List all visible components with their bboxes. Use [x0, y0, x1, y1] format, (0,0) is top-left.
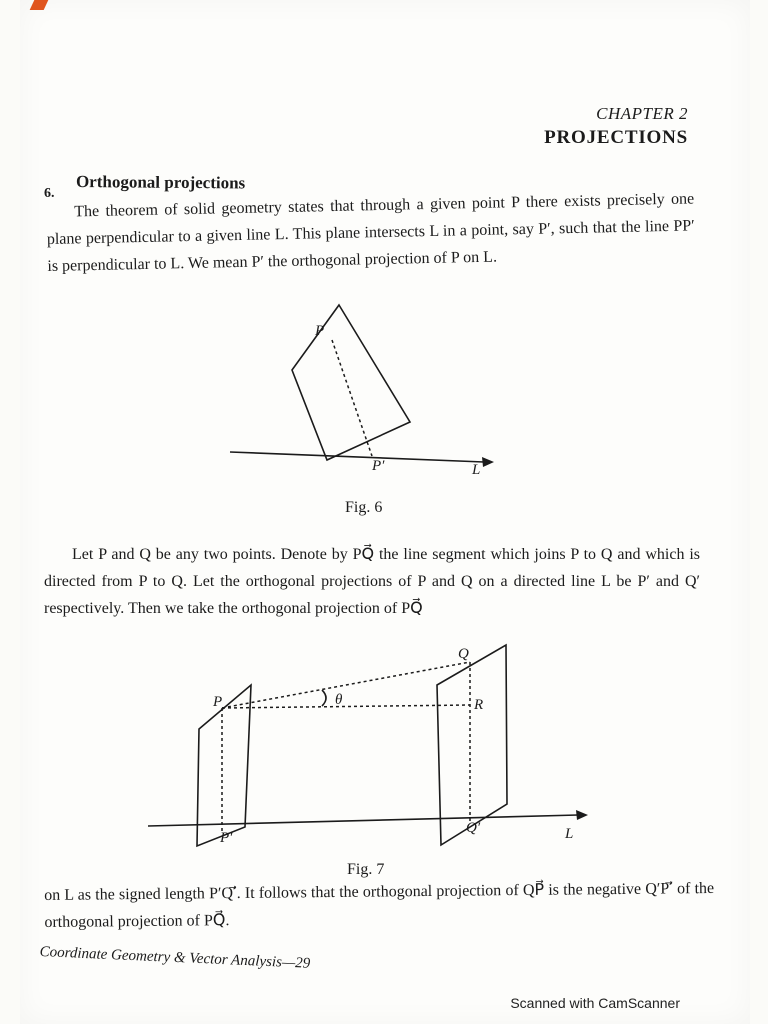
figure-7-caption: Fig. 7	[347, 861, 385, 878]
fig7-plane-Q	[437, 645, 507, 845]
fig6-label-P-prime: P′	[372, 458, 385, 474]
fig7-label-theta: θ	[335, 692, 343, 708]
chapter-title: PROJECTIONS	[544, 127, 688, 148]
fig7-label-R: R	[474, 697, 484, 713]
fig7-arrowhead	[576, 810, 588, 820]
paragraph-2: Let P and Q be any two points. Denote by PQ⃗ the line segment which joins P to Q and which is directed from P to Q. Let the orthogonal projections of P and Q on a directed line L be P′ and Q′ respectively. Then we take the orthogonal projection of PQ⃗	[44, 546, 700, 617]
page-footer: Coordinate Geometry & Vector Analysis—29	[39, 944, 311, 972]
fig7-line-L	[148, 815, 578, 826]
paragraph-3: on L as the signed length P′Q′⃗. It follows that the orthogonal projection of QP⃗ is the negative Q′P′⃗ of the orthogonal projection of PQ⃗.	[44, 879, 715, 931]
fig7-segment-PR	[222, 705, 470, 708]
fig6-label-L: L	[472, 462, 481, 478]
fig7-label-L: L	[565, 826, 574, 842]
fig6-label-P: P	[315, 323, 325, 339]
fig7-label-P-prime: P′	[220, 830, 233, 846]
fig7-angle-arc	[322, 690, 326, 706]
fig7-label-Q: Q	[458, 646, 469, 662]
section-heading: Orthogonal projections	[75, 172, 246, 193]
chapter-label: CHAPTER 2	[596, 104, 688, 123]
paragraph-1: The theorem of solid geometry states that through a given point P there exists precisely one plane perpendicular to a given line L. This plane intersects L in a point, say P′, such that the line PP′ is perpendicular to L. We mean P′ the orthogonal projection of P on L.	[46, 190, 695, 275]
scanner-watermark: Scanned with CamScanner	[510, 995, 680, 1011]
fig7-plane-P	[197, 685, 251, 846]
fig7-segment-PQ	[222, 662, 470, 708]
fig7-label-P: P	[213, 694, 223, 710]
figure-6-caption: Fig. 6	[345, 499, 383, 516]
fig7-label-Q-prime: Q′	[466, 820, 481, 836]
section-number: 6.	[44, 186, 55, 201]
